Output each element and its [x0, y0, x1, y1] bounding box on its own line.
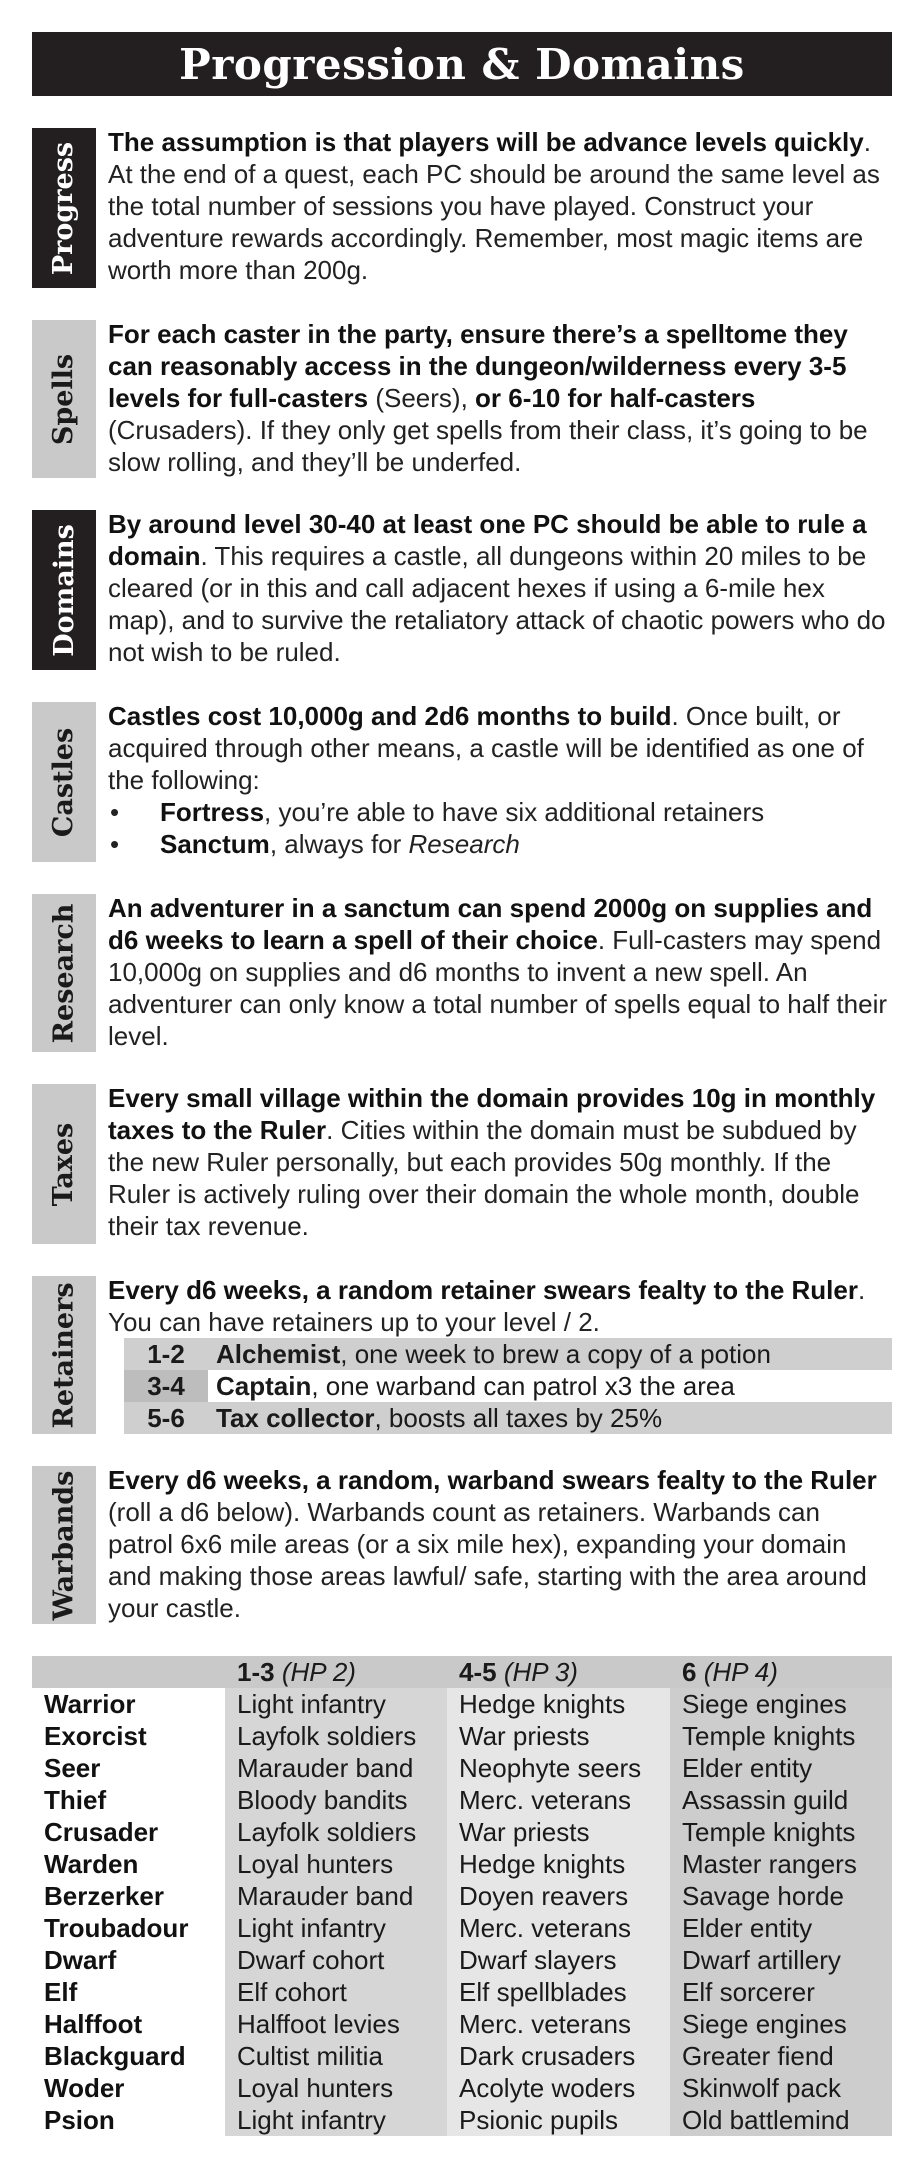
header-cell [225, 1656, 447, 1688]
tab-label: Castles [48, 727, 80, 837]
warband-cell-high: Skinwolf pack [670, 2072, 892, 2104]
page-title: Progression & Domains [32, 32, 892, 96]
class-cell: Exorcist [44, 1721, 147, 1751]
header-roll: 6 [682, 1657, 697, 1687]
tab-retainers [32, 1276, 96, 1434]
retainer-table [124, 1338, 892, 1434]
header-hp: (HP 3) [503, 1657, 578, 1687]
retainer-desc: , one warband can patrol x3 the area [311, 1371, 735, 1401]
warband-cell-low: Marauder band [225, 1880, 447, 1912]
table-row [124, 1402, 892, 1434]
castle-type-text: , you’re able to have six additional retainers [264, 797, 765, 827]
table-row [32, 2040, 892, 2072]
lead-text: Every d6 weeks, a random, warband swears fealty to the Ruler [108, 1465, 877, 1495]
tab-warbands [32, 1466, 96, 1624]
warband-cell-mid: Hedge knights [447, 1848, 670, 1880]
table-row [32, 2104, 892, 2136]
body-text: . Full-casters may spend 10,000g on supplies and d6 months to invent a new spell. An adventurer can only know a total number of spells equal to half their level. [108, 925, 888, 1051]
lead-text: Every d6 weeks, a random retainer swears fealty to the Ruler [108, 1275, 858, 1305]
warband-table [32, 1656, 892, 2136]
table-header-row [32, 1656, 892, 1688]
section-domains [32, 510, 892, 670]
retainer-desc: , boosts all taxes by 25% [374, 1403, 663, 1433]
warband-cell-mid: Acolyte woders [447, 2072, 670, 2104]
warband-cell-low: Layfolk soldiers [225, 1816, 447, 1848]
class-cell: Dwarf [44, 1945, 117, 1975]
warband-cell-mid: Merc. veterans [447, 1784, 670, 1816]
lead-text: Castles cost 10,000g and 2d6 months to build [108, 701, 672, 731]
header-cell [447, 1656, 670, 1688]
header-roll: 1-3 [237, 1657, 275, 1687]
lead-text: By around level 30-40 at least one PC should be able to rule a domain [108, 509, 867, 571]
table-row [32, 1720, 892, 1752]
table-row [32, 1688, 892, 1720]
class-cell: Psion [44, 2105, 115, 2135]
tab-label: Taxes [48, 1122, 80, 1206]
list-item [108, 828, 892, 860]
roll-cell: 5-6 [124, 1402, 208, 1434]
body-text: (roll a d6 below). Warbands count as retainers. Warbands can patrol 6x6 mile areas (or a six mile hex), expanding your domain and making those areas lawful/ safe, starting with the area around your castle. [108, 1497, 867, 1623]
warband-cell-high: Elder entity [670, 1912, 892, 1944]
tab-label: Warbands [48, 1470, 80, 1620]
class-cell: Seer [44, 1753, 101, 1783]
warband-cell-low: Marauder band [225, 1752, 447, 1784]
header-cell [670, 1656, 892, 1688]
warband-cell-high: Greater fiend [670, 2040, 892, 2072]
retainer-name: Captain [216, 1371, 312, 1401]
warband-cell-low: Bloody bandits [225, 1784, 447, 1816]
section-body [108, 508, 892, 668]
section-body [108, 1464, 892, 1624]
table-row [32, 1784, 892, 1816]
body-text: . This requires a castle, all dungeons within 20 miles to be cleared (or in this and call adjacent hexes if using a 6-mile hex map), and to survive the retaliatory attack of chaotic powers who do not wish to be ruled. [108, 541, 886, 667]
body-text: (Seers), [368, 383, 476, 413]
warband-cell-mid: Dark crusaders [447, 2040, 670, 2072]
body-text: . You can have retainers up to your level / 2. [108, 1275, 866, 1337]
section-warbands [32, 1466, 892, 1624]
lead-text: The assumption is that players will be advance levels quickly [108, 127, 864, 157]
table-row [124, 1370, 892, 1402]
warband-cell-mid: Elf spellblades [447, 1976, 670, 2008]
tab-castles [32, 702, 96, 862]
warband-cell-high: Siege engines [670, 1688, 892, 1720]
header-hp: (HP 4) [703, 1657, 778, 1687]
body-text: . Cities within the domain must be subdued by the new Ruler personally, but each provides 50g monthly. If the Ruler is actively ruling over their domain the whole month, double their tax revenue. [108, 1115, 860, 1241]
class-cell: Blackguard [44, 2041, 186, 2071]
table-row [32, 1912, 892, 1944]
header-roll: 4-5 [459, 1657, 497, 1687]
section-retainers [32, 1276, 892, 1434]
retainer-name: Alchemist [216, 1339, 341, 1369]
section-taxes [32, 1084, 892, 1244]
table-row [124, 1338, 892, 1370]
tab-label: Domains [48, 523, 80, 657]
body-text: . Once built, or acquired through other means, a castle will be identified as one of the following: [108, 701, 864, 795]
header-hp: (HP 2) [281, 1657, 356, 1687]
table-row [32, 1752, 892, 1784]
section-spells [32, 320, 892, 478]
warband-cell-low: Cultist militia [225, 2040, 447, 2072]
castle-type-emphasis: Research [408, 829, 520, 859]
tab-spells [32, 320, 96, 478]
class-cell: Thief [44, 1785, 107, 1815]
tab-label: Retainers [48, 1281, 80, 1429]
tab-taxes [32, 1084, 96, 1244]
warband-cell-low: Light infantry [225, 1912, 447, 1944]
warband-cell-high: Elf sorcerer [670, 1976, 892, 2008]
tab-domains [32, 510, 96, 670]
warband-cell-mid: Dwarf slayers [447, 1944, 670, 1976]
warband-cell-mid: Merc. veterans [447, 2008, 670, 2040]
castle-type-name: Sanctum [160, 829, 270, 859]
roll-cell: 1-2 [124, 1338, 208, 1370]
section-body [108, 892, 892, 1052]
retainer-name: Tax collector [216, 1403, 375, 1433]
table-row [32, 1976, 892, 2008]
class-cell: Troubadour [44, 1913, 189, 1943]
castle-type-name: Fortress [160, 797, 265, 827]
section-progress [32, 128, 892, 288]
retainer-cell [208, 1338, 892, 1370]
class-cell: Halffoot [44, 2009, 143, 2039]
section-body [108, 318, 892, 478]
class-cell: Woder [44, 2073, 125, 2103]
tab-label: Spells [48, 353, 80, 445]
warband-cell-mid: Merc. veterans [447, 1912, 670, 1944]
warband-cell-low: Layfolk soldiers [225, 1720, 447, 1752]
section-body [108, 1274, 892, 1338]
warband-cell-low: Halffoot levies [225, 2008, 447, 2040]
roll-cell: 3-4 [124, 1370, 208, 1402]
warband-cell-low: Loyal hunters [225, 1848, 447, 1880]
table-row [32, 1848, 892, 1880]
section-research [32, 894, 892, 1052]
retainer-cell [208, 1370, 892, 1402]
table-row [32, 2072, 892, 2104]
warband-cell-mid: War priests [447, 1816, 670, 1848]
section-castles [32, 702, 892, 862]
body-text: (Crusaders). If they only get spells from their class, it’s going to be slow rolling, and they’ll be underfed. [108, 415, 868, 477]
warband-cell-high: Assassin guild [670, 1784, 892, 1816]
table-row [32, 2008, 892, 2040]
warband-cell-mid: Neophyte seers [447, 1752, 670, 1784]
warband-cell-high: Old battlemind [670, 2104, 892, 2136]
table-row [32, 1944, 892, 1976]
lead-text: For each caster in the party, ensure there’s a spelltome they can reasonably access in the dungeon/wilderness every 3-5 levels for full-casters [108, 319, 848, 413]
warband-cell-high: Elder entity [670, 1752, 892, 1784]
header-cell [32, 1656, 225, 1688]
class-cell: Crusader [44, 1817, 159, 1847]
section-body [108, 1082, 892, 1242]
tab-label: Progress [48, 141, 80, 275]
warband-cell-low: Dwarf cohort [225, 1944, 447, 1976]
warband-cell-mid: Psionic pupils [447, 2104, 670, 2136]
warband-cell-mid: War priests [447, 1720, 670, 1752]
class-cell: Berzerker [44, 1881, 164, 1911]
retainer-desc: , one week to brew a copy of a potion [340, 1339, 771, 1369]
warband-cell-high: Master rangers [670, 1848, 892, 1880]
section-body [108, 126, 892, 286]
warband-cell-mid: Hedge knights [447, 1688, 670, 1720]
list-item [108, 796, 892, 828]
warband-cell-low: Light infantry [225, 1688, 447, 1720]
warband-cell-high: Temple knights [670, 1816, 892, 1848]
warband-cell-low: Elf cohort [225, 1976, 447, 2008]
class-cell: Elf [44, 1977, 78, 2007]
lead-text: or 6-10 for half-casters [475, 383, 756, 413]
warband-cell-low: Light infantry [225, 2104, 447, 2136]
warband-cell-high: Siege engines [670, 2008, 892, 2040]
table-row [32, 1816, 892, 1848]
class-cell: Warden [44, 1849, 139, 1879]
retainer-cell [208, 1402, 892, 1434]
warband-cell-high: Temple knights [670, 1720, 892, 1752]
castle-type-list [108, 796, 892, 860]
class-cell: Warrior [44, 1689, 136, 1719]
body-text: . At the end of a quest, each PC should be around the same level as the total number of sessions you have played. Construct your adventure rewards accordingly. Remember, most magic items are worth more than 200g. [108, 127, 880, 285]
tab-label: Research [48, 903, 80, 1043]
warband-table-body [32, 1688, 892, 2136]
warband-cell-high: Savage horde [670, 1880, 892, 1912]
lead-text: Every small village within the domain provides 10g in monthly taxes to the Ruler [108, 1083, 876, 1145]
warband-cell-mid: Doyen reavers [447, 1880, 670, 1912]
table-row [32, 1880, 892, 1912]
section-body [108, 700, 892, 860]
castle-type-text: , always for [269, 829, 409, 859]
warband-cell-high: Dwarf artillery [670, 1944, 892, 1976]
lead-text: An adventurer in a sanctum can spend 2000g on supplies and d6 weeks to learn a spell of their choice [108, 893, 873, 955]
tab-research [32, 894, 96, 1052]
warband-cell-low: Loyal hunters [225, 2072, 447, 2104]
tab-progress [32, 128, 96, 288]
